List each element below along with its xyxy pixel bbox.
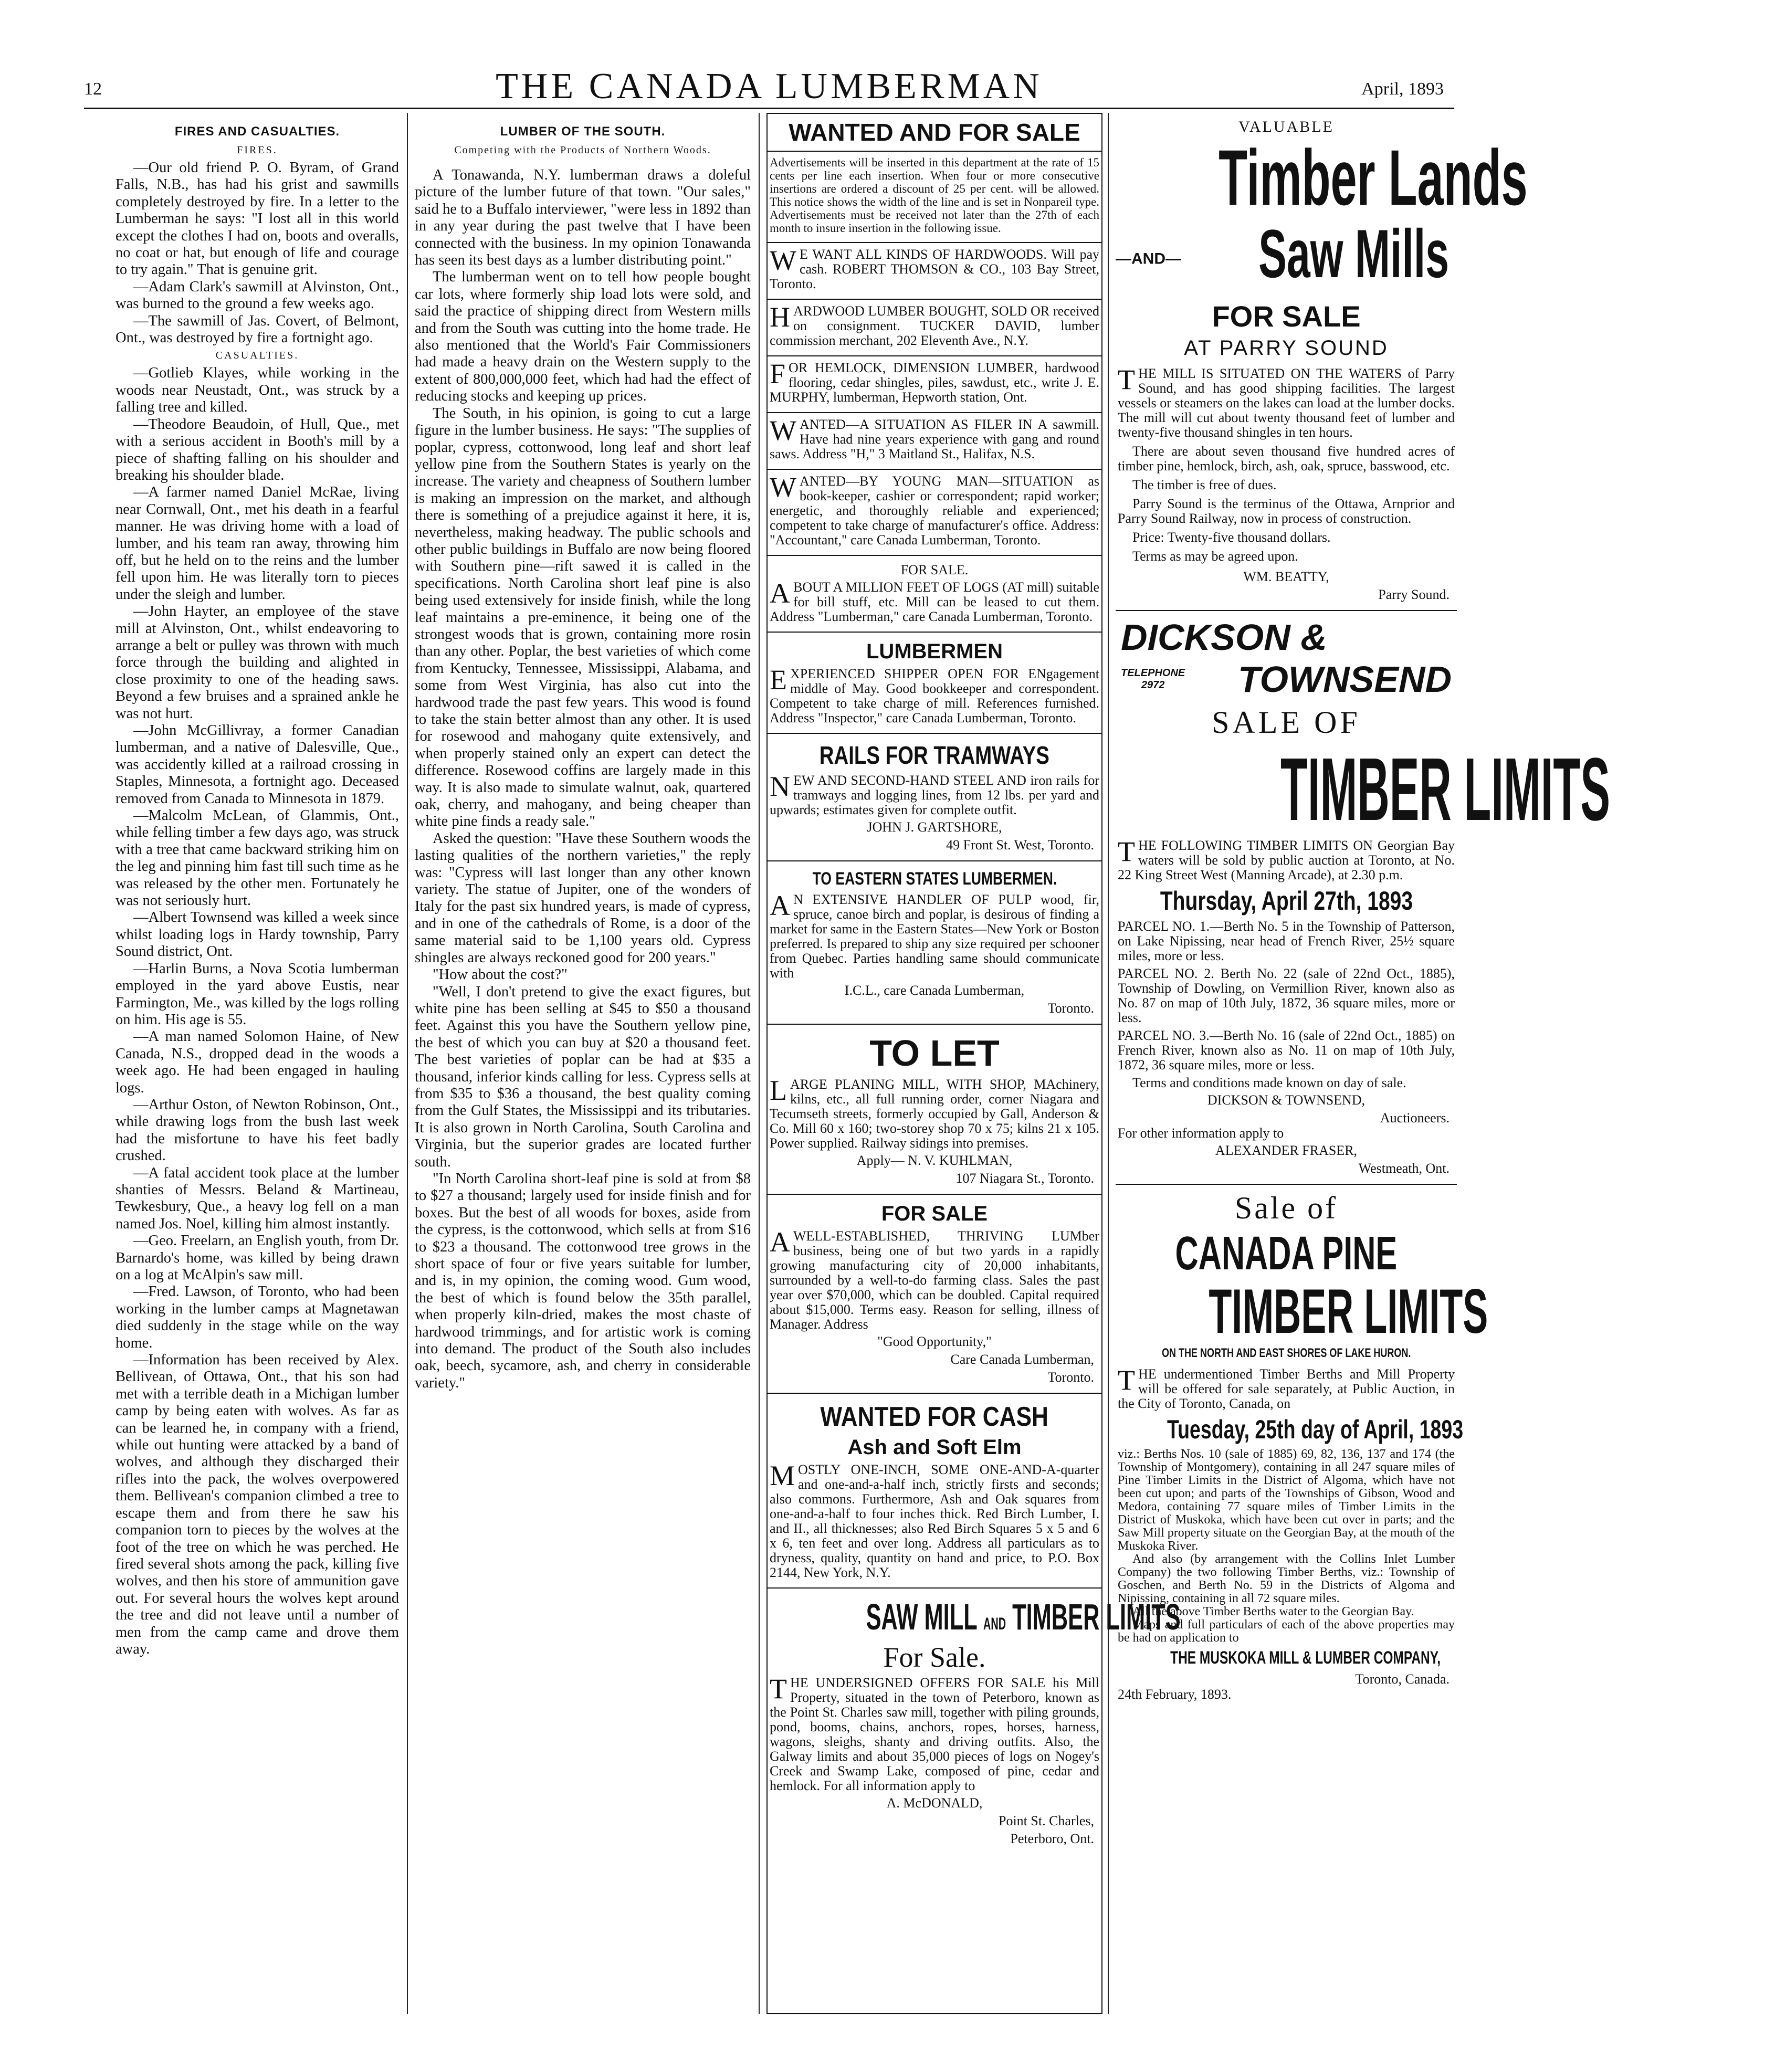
- for-sale-ad: FOR SALE AWELL-ESTABLISHED, THRIVING LUMber business, being one of but two yards in a rapidly growing manufacturing city of 20,000 inhabitants, surrounded by a well-to-do farming class. Sales the past year over $70,000, which can be doubled. Capital required about $15,000. Terms easy. Reason for selling, illness of Manager. Address "Good Opportunity," Care Canada Lumberman, Toronto.: [768, 1195, 1101, 1394]
- article-subheading: Competing with the Products of Northern Woods.: [454, 144, 711, 156]
- canada-pine-headline: CANADA PINE: [1175, 1227, 1398, 1280]
- townsend-row: [1121, 658, 1452, 700]
- ad-kicker: VALUABLE: [1238, 118, 1334, 135]
- article-paragraph: "Well, I don't pretend to give the exact figures, but white pine has been selling at $45 to $50 a thousand feet. Against this you have the Southern yellow pine, the best of which you can buy at $20 a thousand feet. The best varieties of poplar can be had at $35 a thousand, inferior kinds calling for less. Cypress sells at from $35 to $36 a thousand, the best quality coming from the Gulf States, the Mississippi and its tributaries. It is also grown in North Carolina, South Carolina and Virginia, but the superior grades are located further south.: [415, 983, 751, 1170]
- lake-huron-subheading: ON THE NORTH AND EAST SHORES OF LAKE HURON.: [1161, 1345, 1411, 1360]
- classified-ad: WANTED—A SITUATION AS FILER IN A sawmill. Have had nine years experience with gang and round saws. Address "H," 3 Maitland St., Halifax, N.S.: [768, 413, 1101, 470]
- saw-mill-sale-ad: SAW MILL AND TIMBER LIMITS For Sale. THE UNDERSIGNED OFFERS FOR SALE his Mill Property, situated in the town of Peterboro, known as the Point St. Charles saw mill, together with piling grounds, pond, booms, chains, anchors, ropes, horses, harness, wagons, sleighs, shanty and driving outfits. Also, the Galway limits and about 35,000 pieces of logs on Nogey's Creek and Swamp Lake, composed of pine, cedar and hemlock. For all information apply to A. McDONALD, Point St. Charles, Peterboro, Ont.: [770, 1596, 1181, 1846]
- classified-ad: W E WANT ALL KINDS OF HARDWOODS. Will pay cash. ROBERT THOMSON & CO., 103 Bay Street, Toronto.: [768, 243, 1101, 300]
- article-heading: LUMBER OF THE SOUTH.: [500, 124, 666, 139]
- wanted-for-cash-ad: WANTED FOR CASH Ash and Soft Elm MOSTLY ONE-INCH, SOME ONE-AND-A-quarter and one-and-a-half inch, strictly firsts and seconds; also commons. Furthermore, Ash and Oak squares from one-and-a-half to four inches thick. Red Birch Lumber, I. and II., all thicknesses; also Red Birch Squares 5 x 5 and 6 x 6, ten feet and over long. Address all particulars as to dryness, quality, quantity on hand and price, to P.O. Box 2144, New York, N.Y.: [768, 1394, 1101, 1589]
- classified-ad: FOR HEMLOCK, DIMENSION LUMBER, hardwood flooring, cedar shingles, piles, sawdust, etc., write J. E. MURPHY, lumberman, Hepworth station, Ont.: [768, 356, 1101, 413]
- news-item: —Harlin Burns, a Nova Scotia lumberman employed in the yard above Eustis, near Farmington, Me., was killed by the logs rolling on him. His age is 55.: [115, 960, 399, 1028]
- issue-date: April, 1893: [1361, 79, 1444, 99]
- lumbermen-ad: LUMBERMEN EXPERIENCED SHIPPER OPEN FOR ENgagement middle of May. Good bookkeeper and correspondent. Competent to take charge of mill. References furnished. Address "Inspector," care Canada Lumberman, Toronto.: [768, 633, 1101, 734]
- muskoka-ad: THE undermentioned Timber Berths and Mill Property will be offered for sale separately, at Public Auction, in the City of Toronto, Canada, on Tuesday, 25th day of April, 1893 viz.: Berths Nos. 10 (sale of 1885) 69, 82, 136, 137 and 174 (the Township of Montgomery), containing in all 247 square miles of Pine Timber Limits in the District of Algoma, which have not been cut upon; and parts of the Townships of Gibson, Wood and Medora, containing 77 square miles of Timber Limits in the District of Muskoka, which have been cut over in parts; and the Saw Mill property situate on the Georgian Bay, at the mouth of the Muskoka River. And also (by arrangement with the Collins Inlet Lumber Company) the two following Timber Berths, viz.: Township of Goschen, and Berth No. 59 in the Districts of Algoma and Nipissing, containing in all 72 square miles. All the above Timber Berths water to the Georgian Bay. Maps and full particulars of each of the above properties may be had on application to THE MUSKOKA MILL & LUMBER COMPANY, Toronto, Canada. 24th February, 1893.: [1118, 1364, 1464, 1702]
- to-let-ad: TO LET LARGE PLANING MILL, WITH SHOP, MAchinery, kilns, etc., all full running order, corner Niagara and Tecumseth streets, formerly occupied by Gall, Anderson & Co. Mill 60 x 160; two-storey shop 70 x 75; kilns 21 x 105. Power supplied. Railway sidings into premises. Apply— N. V. KUHLMAN, 107 Niagara St., Toronto.: [768, 1025, 1101, 1195]
- column-rule: [407, 113, 408, 2014]
- newspaper-title: THE CANADA LUMBERMAN: [496, 66, 1043, 107]
- news-item: —The sawmill of Jas. Covert, of Belmont, Ont., was destroyed by fire a fortnight ago.: [115, 312, 399, 346]
- page-number: 12: [84, 79, 102, 99]
- article-paragraph: Asked the question: "Have these Southern woods the lasting qualities of the northern varieties," the reply was: "Cypress will last longer than any other known variety. The statue of Jupiter, one of the wonders of Italy for the past six hundred years, is made of cypress, and in one of the cathedrals of Rome, is a door of the same material said to be 1,100 years old. Cypress shingles are always reckoned good for 200 years.": [415, 830, 751, 966]
- news-item: —A farmer named Daniel McRae, living near Cornwall, Ont., met his death in a fearful manner. He was driving home with a load of lumber, and his team ran away, throwing him off, but he held on to the reins and the lumber fell upon him. He was literally torn to pieces under the sleigh and lumber.: [115, 484, 399, 603]
- news-item: —Albert Townsend was killed a week since whilst loading logs in Hardy township, Parry Sound district, Ont.: [115, 909, 399, 960]
- timber-lands-headline: Timber Lands: [1219, 133, 1528, 222]
- classified-ad: HARDWOOD LUMBER BOUGHT, SOLD OR received on consignment. TUCKER DAVID, lumber commission merchant, 202 Eleventh Ave., N.Y.: [768, 300, 1101, 356]
- subheading-casualties: CASUALTIES.: [215, 350, 299, 362]
- column-rule: [759, 113, 760, 2014]
- classifieds-title: WANTED AND FOR SALE: [768, 114, 1101, 152]
- location-headline: AT PARRY SOUND: [1184, 336, 1389, 360]
- news-item: —Our old friend P. O. Byram, of Grand Falls, N.B., has had his grist and sawmills completely destroyed by fire. In a letter to the Lumberman he says: "I lost all in this world except the clothes I had on, boots and overalls, no coat or hat, but enough of life and courage to try again." That is genuine grit.: [115, 160, 399, 278]
- news-item: —Malcolm McLean, of Glammis, Ont., while felling timber a few days ago, was struck with a tree that came backward striking him on the leg and pinning him fast till such time as he was released by the other men. Fortunately he was not seriously hurt.: [115, 807, 399, 909]
- townsend-headline: TOWNSEND: [1237, 658, 1452, 700]
- column-lumber-south: [415, 113, 751, 2014]
- sale-of-headline-2: Sale of: [1234, 1190, 1338, 1225]
- news-item: —Theodore Beaudoin, of Hull, Que., met with a serious accident in Booth's mill by a piece of shafting falling on his shoulder and breaking his shoulder blade.: [115, 416, 399, 483]
- news-item: —Adam Clark's sawmill at Alvinston, Ont., was burned to the ground a few weeks ago.: [115, 278, 399, 312]
- news-item: —Gotlieb Klayes, while working in the woods near Neustadt, Ont., was struck by a falling tree and killed.: [115, 365, 399, 416]
- news-item: —A fatal accident took place at the lumber shanties of Messrs. Beland & Martineau, Tewkesbury, Que., a heavy log fell on a man named Jos. Noel, killing him almost instantly.: [115, 1164, 399, 1232]
- news-item: —Geo. Freelarn, an English youth, from Dr. Barnardo's home, was killed by being drawn on a log at McAlpin's saw mill.: [115, 1233, 399, 1283]
- classified-ad: FOR SALE. ABOUT A MILLION FEET OF LOGS (AT mill) suitable for bill stuff, etc. Mill can be leased to cut them. Address "Lumberman," care Canada Lumberman, Toronto.: [768, 556, 1101, 633]
- classified-ad: WANTED—BY YOUNG MAN—SITUATION as book-keeper, cashier or correspondent; rapid worker; energetic, and thoroughly reliable and experienced; competent to take charge of manufacturer's office. Address: "Accountant," care Canada Lumberman, Toronto.: [768, 470, 1101, 556]
- sale-of-headline: SALE OF: [1212, 704, 1361, 740]
- article-paragraph: "In North Carolina short-leaf pine is sold at from $8 to $27 a thousand; largely used for inside finish and for boxes. But the best of all woods for boxes, aside from the cypress, is the cottonwood, which sells at from $16 to $23 a thousand. The cottonwood tree grows in the short space of four or five years suitable for lumber, and is, in my opinion, the coming wood. Gum wood, the best of which is found below the 35th parallel, when properly kiln-dried, makes the most chaste of hardwood trimmings, and for artistic work is coming into demand. The product of the South also includes oak, beech, sycamore, ash, and cherry in considerable variety.": [415, 1170, 751, 1391]
- classifieds-intro: Advertisements will be inserted in this department at the rate of 15 cents per line each insertion. When four or more consecutive insertions are ordered a discount of 25 per cent. will be allowed. This notice shows the width of the line and is set in Nonpareil type. Advertisements must be received not later than the 27th of each month to insure insertion in the following issue.: [768, 152, 1101, 243]
- news-item: —Information has been received by Alex. Bellivean, of Ottawa, Ont., that his son had met with a terrible death in a Michigan lumber camp by being eaten with wolves. As far as can be learned he, in company with a friend, while out hunting were attacked by a band of wolves, and although they discharged their rifles into the pack, the wolves overpowered them. Bellivean's companion climbed a tree to escape them and from there he saw his companion torn to pieces by the wolves at the foot of the tree on which he was perched. He fired several shots among the pack, killing five wolves, and then his store of ammunition gave out. For several hours the wolves kept around the tree and did not leave until a number of men from the camp came and drove them away.: [115, 1352, 399, 1657]
- column-rule: [1108, 113, 1109, 2014]
- article-paragraph: "How about the cost?": [433, 966, 568, 983]
- article-paragraph: The lumberman went on to tell how people bought car lots, where formerly ship load lots were sold, and said the practice of shipping direct from Western mills and from the South was cutting into the home trade. He also mentioned that the World's Fair Commissioners had made a heavy drain on the Western supply to the extent of 800,000,000 feet, which had had the effect of reducing stocks and keeping up prices.: [415, 269, 751, 405]
- for-sale-headline: FOR SALE: [1212, 299, 1361, 333]
- dickson-headline: DICKSON &: [1121, 616, 1327, 658]
- column-fires-casualties: [115, 113, 399, 2014]
- timber-limits-auction: THE FOLLOWING TIMBER LIMITS ON Georgian Bay waters will be sold by public auction at Toronto, at No. 22 King Street West (Manning Arcade), at 2.30 p.m. Thursday, April 27th, 1893 PARCEL NO. 1.—Berth No. 5 in the Township of Patterson, on Lake Nipissing, near head of French River, 25½ square miles, more or less. PARCEL NO. 2. Berth No. 22 (sale of 22nd Oct., 1885), Township of Dowling, on Vermillion River, known also as No. 87 on map of 10th July, 1872, 36 square miles, more or less. PARCEL NO. 3.—Berth No. 16 (sale of 22nd Oct., 1885) on French River, known also as No. 11 on map of 10th July, 1872, 36 square miles, more or less. Terms and conditions made known on day of sale. DICKSON & TOWNSEND, Auctioneers. For other information apply to ALEXANDER FRASER, Westmeath, Ont.: [1116, 834, 1457, 1185]
- rails-ad: RAILS FOR TRAMWAYS NEW AND SECOND-HAND STEEL AND iron rails for tramways and logging lines, from 12 lbs. per yard and upwards; estimates given for complete outfit. JOHN J. GARTSHORE, 49 Front St. West, Toronto.: [768, 734, 1101, 861]
- telephone-label: TELEPHONE 2972: [1121, 667, 1185, 691]
- subheading-fires: FIRES.: [237, 144, 278, 156]
- eastern-states-ad: TO EASTERN STATES LUMBERMEN. A N EXTENSIVE HANDLER OF PULP wood, fir, spruce, canoe birch and poplar, is desirous of finding a market for same in the Eastern States—New York or Boston preferred. Is prepared to ship any size required per schooner from Quebec. Parties handling same should communicate with I.C.L., care Canada Lumberman, Toronto.: [768, 861, 1101, 1025]
- article-paragraph: The South, in his opinion, is going to cut a large figure in the lumber business. He says: "The supplies of poplar, cypress, cottonwood, long leaf and short leaf yellow pine from the Southern States is yearly on the increase. The variety and cheapness of Southern lumber is making an impression on the market, and although there is something of a prejudice against it here, it is, nevertheless, making headway. The public schools and other public buildings in Buffalo are now being floored with Southern pine—rift sawed it is called in the specifications. North Carolina short leaf pine is also being used extensively for inside finish, while the long leaf maintains a pre-eminence, it being one of the strongest woods that is grown, containing more rosin than any other. Poplar, the best varieties of which come from Kentucky, Tennessee, Mississippi, Alabama, and some from West Virginia, has also cut into the hardwood trade the past few years. This wood is found to take the stain better almost than any other. It is used for rosewood and mahogany quite extensively, and when properly stained only an expert can detect the difference. Rosewood coffins are largely made in this way. It is also made to simulate walnut, oak, quartered oak, cherry, and mahogany, and being cheaper than white pine finds a ready sale.": [415, 405, 751, 830]
- timber-limits-headline: TIMBER LIMITS: [1280, 739, 1610, 839]
- news-item: —A man named Solomon Haine, of New Canada, N.S., dropped dead in the woods a week ago. He had been engaged in hauling logs.: [115, 1028, 399, 1096]
- masthead: [84, 66, 1454, 109]
- timber-limits-headline-2: TIMBER LIMITS: [1209, 1276, 1488, 1347]
- parry-sound-ad: THE MILL IS SITUATED ON THE WATERS of Parry Sound, and has good shipping facilities. The largest vessels or steamers on the lakes can load at the lumber docks. The mill will cut about twenty thousand feet of lumber and twenty-five thousand shingles in ten hours. There are about seven thousand five hundred acres of timber pine, hemlock, birch, ash, oak, spruce, basswood, etc. The timber is free of dues. Parry Sound is the terminus of the Ottawa, Arnprior and Parry Sound Railway, now in process of construction. Price: Twenty-five thousand dollars. Terms as may be agreed upon. WM. BEATTY, Parry Sound.: [1116, 362, 1457, 611]
- news-item: —Fred. Lawson, of Toronto, who had been working in the lumber camps at Magnetawan died suddenly in the stage while on the way home.: [115, 1284, 399, 1351]
- article-paragraph: A Tonawanda, N.Y. lumberman draws a doleful picture of the lumber future of that town. "Our sales," said he to a Buffalo interviewer, "were less in 1892 than in any year during the past twelve that I have been connected with the business. In my opinion Tonawanda has seen its best days as a lumber distributing point.": [415, 167, 751, 269]
- news-item: —John Hayter, an employee of the stave mill at Alvinston, Ont., whilst endeavoring to arrange a belt or pulley was thrown with much force through the building and alighted in close proximity to one of the heading saws. Beyond a few bruises and a sprained ankle he was not hurt.: [115, 603, 399, 722]
- news-item: —John McGillivray, a former Canadian lumberman, and a native of Dalesville, Que., was accidently killed at a railroad crossing in Staples, Minnesota, a fortnight ago. Deceased removed from Canada to Minnesota in 1879.: [115, 722, 399, 807]
- saw-mills-headline: —AND— Saw Mills: [1116, 215, 1450, 292]
- column-timber-ads: [1116, 113, 1610, 2014]
- news-item: —Arthur Oston, of Newton Robinson, Ont., while drawing logs from the bush last week had the misfortune to have his feet badly crushed.: [115, 1096, 399, 1164]
- section-heading: FIRES AND CASUALTIES.: [174, 124, 340, 139]
